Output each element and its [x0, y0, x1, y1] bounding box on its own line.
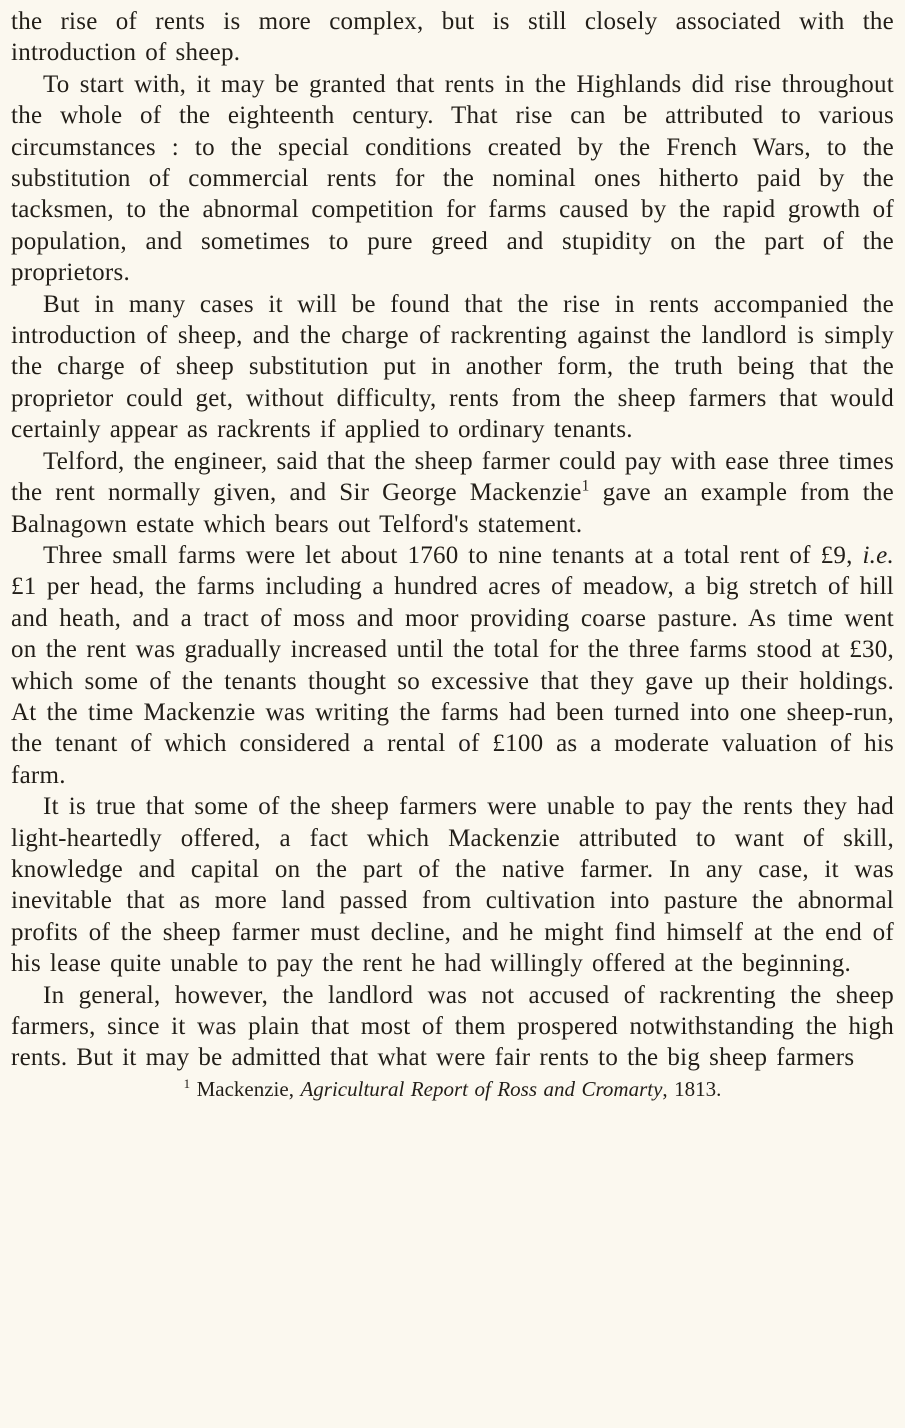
- text-segment: Mackenzie,: [190, 1076, 301, 1101]
- text-segment: the rise of rents is more complex, but is still closely associated with the introduction of sheep.: [11, 8, 894, 67]
- footnote: [11, 1076, 894, 1102]
- paragraph: [11, 446, 894, 540]
- paragraph: [11, 980, 894, 1074]
- paragraph: [11, 6, 894, 69]
- text-segment: It is true that some of the sheep farmers were unable to pay the rents they had light-heartedly offered, a fact which Mackenzie attributed to want of skill, knowledge and capital on the part of the native farmer. In any case, it was inevitable that as more land passed from cultivation into pasture the abnormal profits of the sheep farmer must decline, and he might find himself at the end of his lease quite unable to pay the rent he had willingly offered at the beginning.: [11, 793, 894, 978]
- paragraph: [11, 69, 894, 289]
- page-body: [11, 6, 894, 1074]
- paragraph: [11, 791, 894, 979]
- footnote-reference: 1: [581, 477, 590, 495]
- text-segment: Telford, the engineer, said that the sheep farmer could pay with ease three times the rent normally given, and Sir George Mackenzie: [11, 447, 894, 507]
- text-segment: , 1813.: [662, 1076, 722, 1101]
- paragraph: [11, 289, 894, 446]
- footnote-marker: 1: [183, 1075, 191, 1091]
- text-segment: Three small farms were let about 1760 to nine tenants at a total rent of £9,: [43, 541, 863, 569]
- text-segment: gave an example from the Balnagown estate which bears out Telford's statement.: [11, 479, 895, 538]
- text-segment: i.e.: [862, 541, 894, 569]
- text-segment: In general, however, the landlord was not accused of rackrenting the sheep farmers, since it was plain that most of them prospered notwithstanding the high rents. But it may be admitted that what were fair rents to the big sheep farmers: [11, 981, 894, 1072]
- paragraph: [11, 540, 894, 791]
- text-segment: Agricultural Report of Ross and Cromarty: [300, 1076, 663, 1101]
- text-segment: £1 per head, the farms including a hundred acres of meadow, a big stretch of hill and heath, and a tract of moss and moor providing coarse pasture. As time went on the rent was gradually increased until the total for the three farms stood at £30, which some of the tenants thought so excessive that they gave up their holdings. At the time Mackenzie was writing the farms had been turned into one sheep-run, the tenant of which considered a rental of £100 as a moderate valuation of his farm.: [11, 573, 894, 789]
- text-segment: But in many cases it will be found that the rise in rents accompanied the introduction of sheep, and the charge of rackrenting against the landlord is simply the charge of sheep substitution put in another form, the truth being that the proprietor could get, without difficulty, rents from the sheep farmers that would certainly appear as rackrents if applied to ordinary tenants.: [11, 290, 894, 444]
- text-segment: To start with, it may be granted that rents in the Highlands did rise throughout the whole of the eighteenth century. That rise can be attributed to various circumstances : to the special conditions created by the French Wars, to the substitution of commercial rents for the nominal ones hitherto paid by the tacksmen, to the abnormal competition for farms caused by the rapid growth of population, and sometimes to pure greed and stupidity on the part of the proprietors.: [11, 70, 894, 287]
